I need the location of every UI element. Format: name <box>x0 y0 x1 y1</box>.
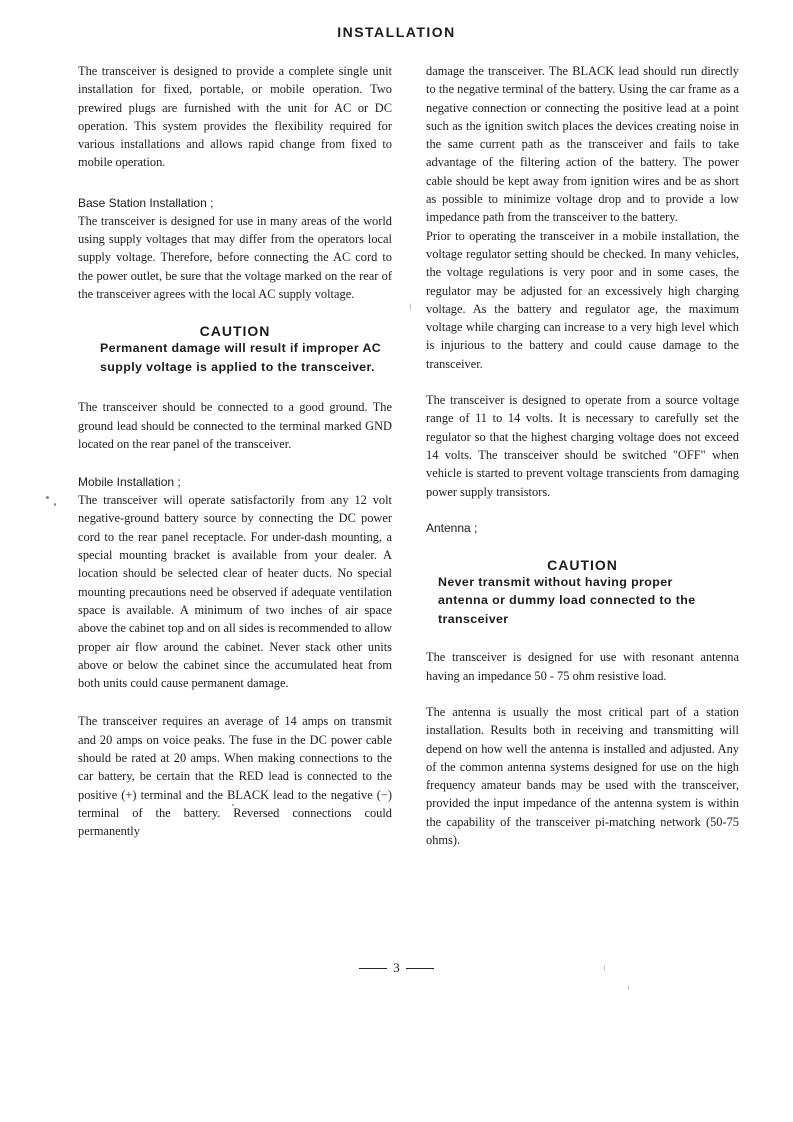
antenna-heading: Antenna ; <box>426 520 478 535</box>
scan-speck <box>46 496 49 499</box>
page-title: INSTALLATION <box>337 24 456 40</box>
amperage-paragraph: The transceiver requires an average of 14 amps on transmit and 20 amps on voice peaks. The fuse in the DC power cable should be rated at 20 amps. When making connections to the car battery, be certain that the RED lead is connected to the positive (+) terminal and the BLACK lead to the negative (−) terminal of the battery. Reversed connections could permanently <box>78 714 392 839</box>
caution-text-antenna: Never transmit without having proper antenna or dummy load connected to the transceiver <box>438 574 696 626</box>
page-number: 3 <box>393 960 400 975</box>
footer-rule-right <box>406 968 434 969</box>
base-station-heading: Base Station Installation ; <box>78 195 214 210</box>
caution-text-ac: Permanent damage will result if improper AC supply voltage is applied to the transceiver. <box>100 341 382 374</box>
page-footer <box>0 960 793 976</box>
base-station-paragraph: The transceiver is designed for use in many areas of the world using supply voltages that may differ from the operators local supply voltage. Therefore, before connecting the AC cord to the power outlet, be sure that the voltage marked on the rear of the transceiver agrees with the local AC supply voltage. <box>78 213 392 301</box>
intro-paragraph: The transceiver is designed to provide a complete single unit installation for fixed, portable, or mobile operation. Two prewired plugs are furnished with the unit for AC or DC operation. This system provides the flexibility required for various installations and allows rapid change from fixed to mobile operation. <box>78 64 392 170</box>
ground-paragraph: The transceiver should be connected to a good ground. The ground lead should be connected to the terminal marked GND located on the rear panel of the transceiver. <box>78 400 392 451</box>
voltage-regulator-paragraph: Prior to operating the transceiver in a mobile installation, the voltage regulator setting should be checked. In many vehicles, the voltage regulations is very poor and in some cases, the regulator may be adjusted for an excessively high charging voltage. As the battery and regulator age, the maximum voltage while charging can increase to a very high level which is injurious to the battery and could cause damage to the transceiver. <box>426 228 739 371</box>
scan-speck <box>604 965 605 971</box>
scan-speck <box>54 503 56 506</box>
resonant-antenna-paragraph: The transceiver is designed for use with resonant antenna having an impedance 50 - 75 ohm resistive load. <box>426 650 739 683</box>
footer-rule-left <box>359 968 387 969</box>
left-column <box>78 62 392 841</box>
voltage-range-paragraph: The transceiver is designed to operate from a source voltage range of 11 to 14 volts. It is necessary to carefully set the regulator so that the highest charging voltage does not exceed 14 volts. The transceiver should be switched "OFF" when vehicle is started to prevent voltage transcients from damaging power supply transistors. <box>426 393 739 499</box>
scan-speck <box>232 804 234 806</box>
scan-speck <box>410 303 411 311</box>
caution-title-antenna: CAUTION <box>547 556 618 573</box>
right-column <box>426 62 739 849</box>
caution-title-ac: CAUTION <box>199 323 271 340</box>
mobile-installation-heading: Mobile Installation ; <box>78 475 181 490</box>
scan-speck <box>628 985 629 990</box>
battery-connection-paragraph: damage the transceiver. The BLACK lead should run directly to the negative terminal of the battery. Using the car frame as a negative connection or connecting the positive lead at a point such as the ignition switch places the devices creating noise in the same current path as the transceiver and fails to take advantage of the filtering action of the battery. The power cable should be kept away from ignition wires and be as short as possible to minimize voltage drop and to provide a low impedance path from the transceiver to the battery. <box>426 64 739 225</box>
antenna-system-paragraph: The antenna is usually the most critical part of a station installation. Results both in receiving and transmitting will depend on how well the antenna is installed and adjusted. Any of the common antenna systems designed for use on the high frequency amateur bands may be used with the transceiver, provided the input impedance of the antenna system is within the capability of the transceiver pi-matching network (50-75 ohms). <box>426 704 739 847</box>
mobile-installation-paragraph: The transceiver will operate satisfactorily from any 12 volt negative-ground battery source by connecting the DC power cord to the rear panel receptacle. For under-dash mounting, a special mounting bracket is available from your dealer. A location should be selected clear of heater ducts. No special mounting precautions need be observed if adequate ventilation space is available. A minimum of two inches of air space above the cabinet top and on all sides is recommended to allow proper air flow around the cabinet. Never stack other units above or below the cabinet since the accumulated heat from both units could cause permanent damage. <box>78 493 392 691</box>
